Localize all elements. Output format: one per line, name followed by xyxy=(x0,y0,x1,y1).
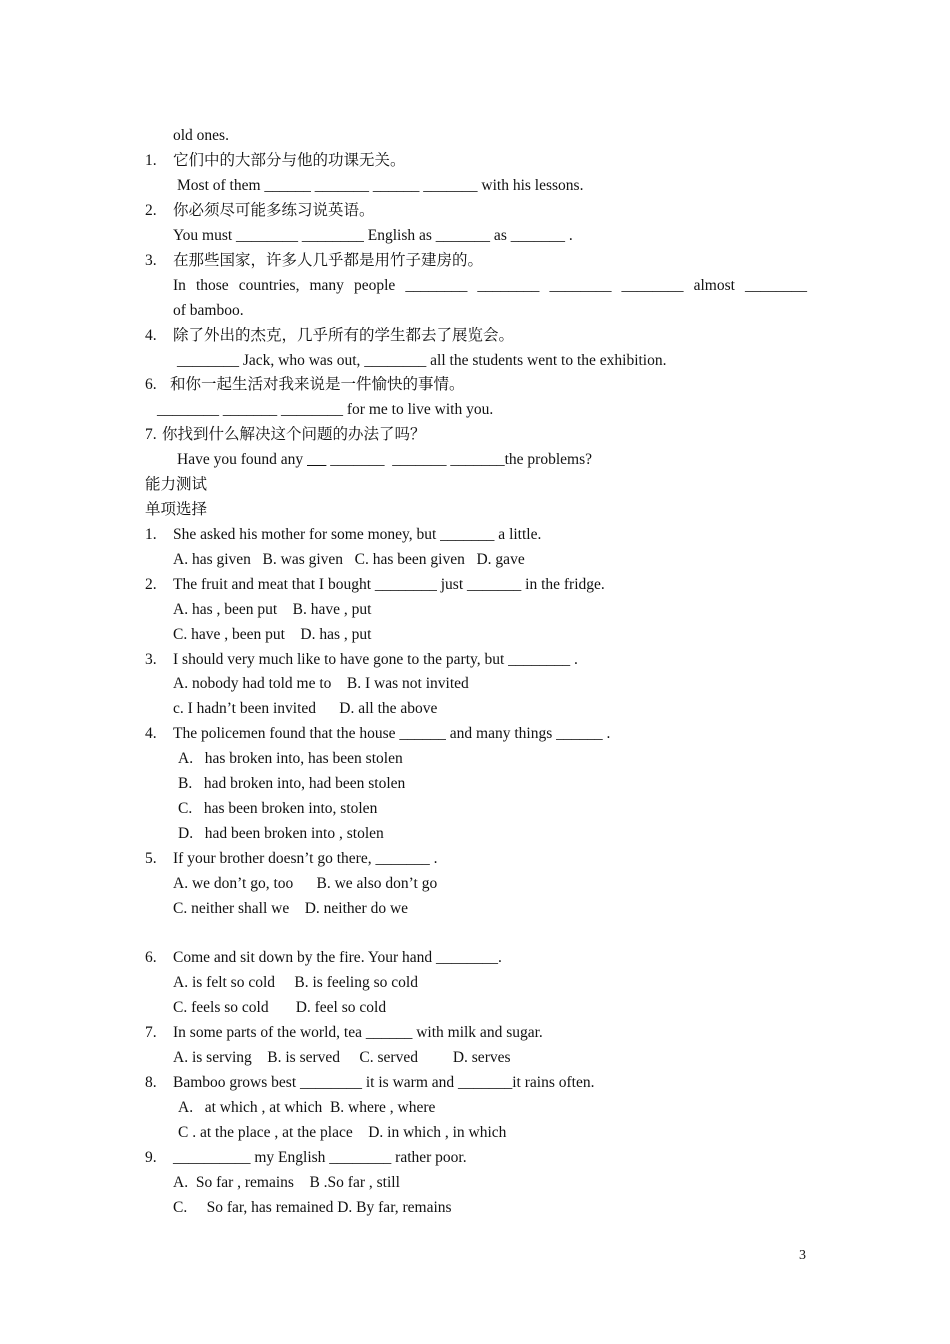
item-number: 3. xyxy=(145,252,157,269)
question-options: A. at which , at which B. where , where xyxy=(178,1099,436,1116)
question-options: C. has been broken into, stolen xyxy=(178,800,378,817)
item-chinese: 在那些国家，许多人几乎都是用竹子建房的。 xyxy=(173,252,484,269)
question-number: 5. xyxy=(145,850,157,867)
item-english-pre: Have you found any xyxy=(177,451,307,468)
question-number: 2. xyxy=(145,576,157,593)
question-text: If your brother doesn’t go there, _______ . xyxy=(173,850,438,867)
question-options: c. I hadn’t been invited D. all the above xyxy=(173,700,438,717)
page-number: 3 xyxy=(799,1248,806,1263)
question-number: 9. xyxy=(145,1149,157,1166)
item-english: You must ________ ________ English as _______ as _______ . xyxy=(173,227,573,244)
item-number: 7. xyxy=(145,426,157,443)
item-chinese: 除了外出的杰克，几乎所有的学生都去了展览会。 xyxy=(173,327,515,344)
question-options: C. have , been put D. has , put xyxy=(173,626,372,643)
item-number: 4. xyxy=(145,327,157,344)
item-chinese: 和你一起生活对我来说是一件愉快的事情。 xyxy=(170,376,465,393)
item-english xyxy=(177,450,592,470)
question-number: 8. xyxy=(145,1074,157,1091)
question-text: The policemen found that the house ______ and many things ______ . xyxy=(173,725,611,742)
item-number: 6. xyxy=(145,376,157,393)
question-options: A. nobody had told me to B. I was not invited xyxy=(173,675,469,692)
question-options: A. we don’t go, too B. we also don’t go xyxy=(173,875,438,892)
question-options: A. has given B. was given C. has been given D. gave xyxy=(173,551,525,568)
question-options: C. So far, has remained D. By far, remains xyxy=(173,1199,452,1216)
question-number: 3. xyxy=(145,651,157,668)
item-english: ________ _______ ________ for me to live with you. xyxy=(157,401,494,418)
question-options: C . at the place , at the place D. in which , in which xyxy=(178,1124,507,1141)
question-text: Bamboo grows best ________ it is warm and _______it rains often. xyxy=(173,1074,595,1091)
question-options: A. So far , remains B .So far , still xyxy=(173,1174,400,1191)
question-text: __________ my English ________ rather poor. xyxy=(173,1149,467,1166)
question-number: 4. xyxy=(145,725,157,742)
subsection-title: 单项选择 xyxy=(145,501,208,518)
item-english-post: _______ _______ _______the problems? xyxy=(326,451,593,468)
item-english-blank xyxy=(307,451,326,468)
intro-tail: old ones. xyxy=(173,127,229,144)
item-english: Most of them ______ _______ ______ _______ with his lessons. xyxy=(177,177,584,194)
item-chinese: 你必须尽可能多练习说英语。 xyxy=(173,202,375,219)
item-english: ________ Jack, who was out, ________ all the students went to the exhibition. xyxy=(177,352,667,369)
question-number: 1. xyxy=(145,526,157,543)
item-english: In those countries, many people ________ ________ ________ ________ almost ________ xyxy=(173,277,807,294)
question-options: A. has , been put B. have , put xyxy=(173,601,372,618)
question-text: The fruit and meat that I bought ________ just _______ in the fridge. xyxy=(173,576,605,593)
item-chinese: 你找到什么解决这个问题的办法了吗？ xyxy=(162,426,426,443)
question-text: In some parts of the world, tea ______ with milk and sugar. xyxy=(173,1024,543,1041)
item-number: 2. xyxy=(145,202,157,219)
question-text: She asked his mother for some money, but _______ a little. xyxy=(173,526,542,543)
question-options: C. feels so cold D. feel so cold xyxy=(173,999,387,1016)
question-text: Come and sit down by the fire. Your hand ________. xyxy=(173,949,502,966)
question-number: 7. xyxy=(145,1024,157,1041)
item-number: 1. xyxy=(145,152,157,169)
item-english-cont: of bamboo. xyxy=(173,302,244,319)
question-options: A. is serving B. is served C. served D. serves xyxy=(173,1049,511,1066)
question-number: 6. xyxy=(145,949,157,966)
question-options: C. neither shall we D. neither do we xyxy=(173,900,409,917)
question-text: I should very much like to have gone to the party, but ________ . xyxy=(173,651,578,668)
item-chinese: 它们中的大部分与他的功课无关。 xyxy=(173,152,406,169)
section-title: 能力测试 xyxy=(145,476,208,493)
question-options: B. had broken into, had been stolen xyxy=(178,775,406,792)
question-options: D. had been broken into , stolen xyxy=(178,825,384,842)
question-options: A. has broken into, has been stolen xyxy=(178,750,403,767)
question-options: A. is felt so cold B. is feeling so cold xyxy=(173,974,418,991)
